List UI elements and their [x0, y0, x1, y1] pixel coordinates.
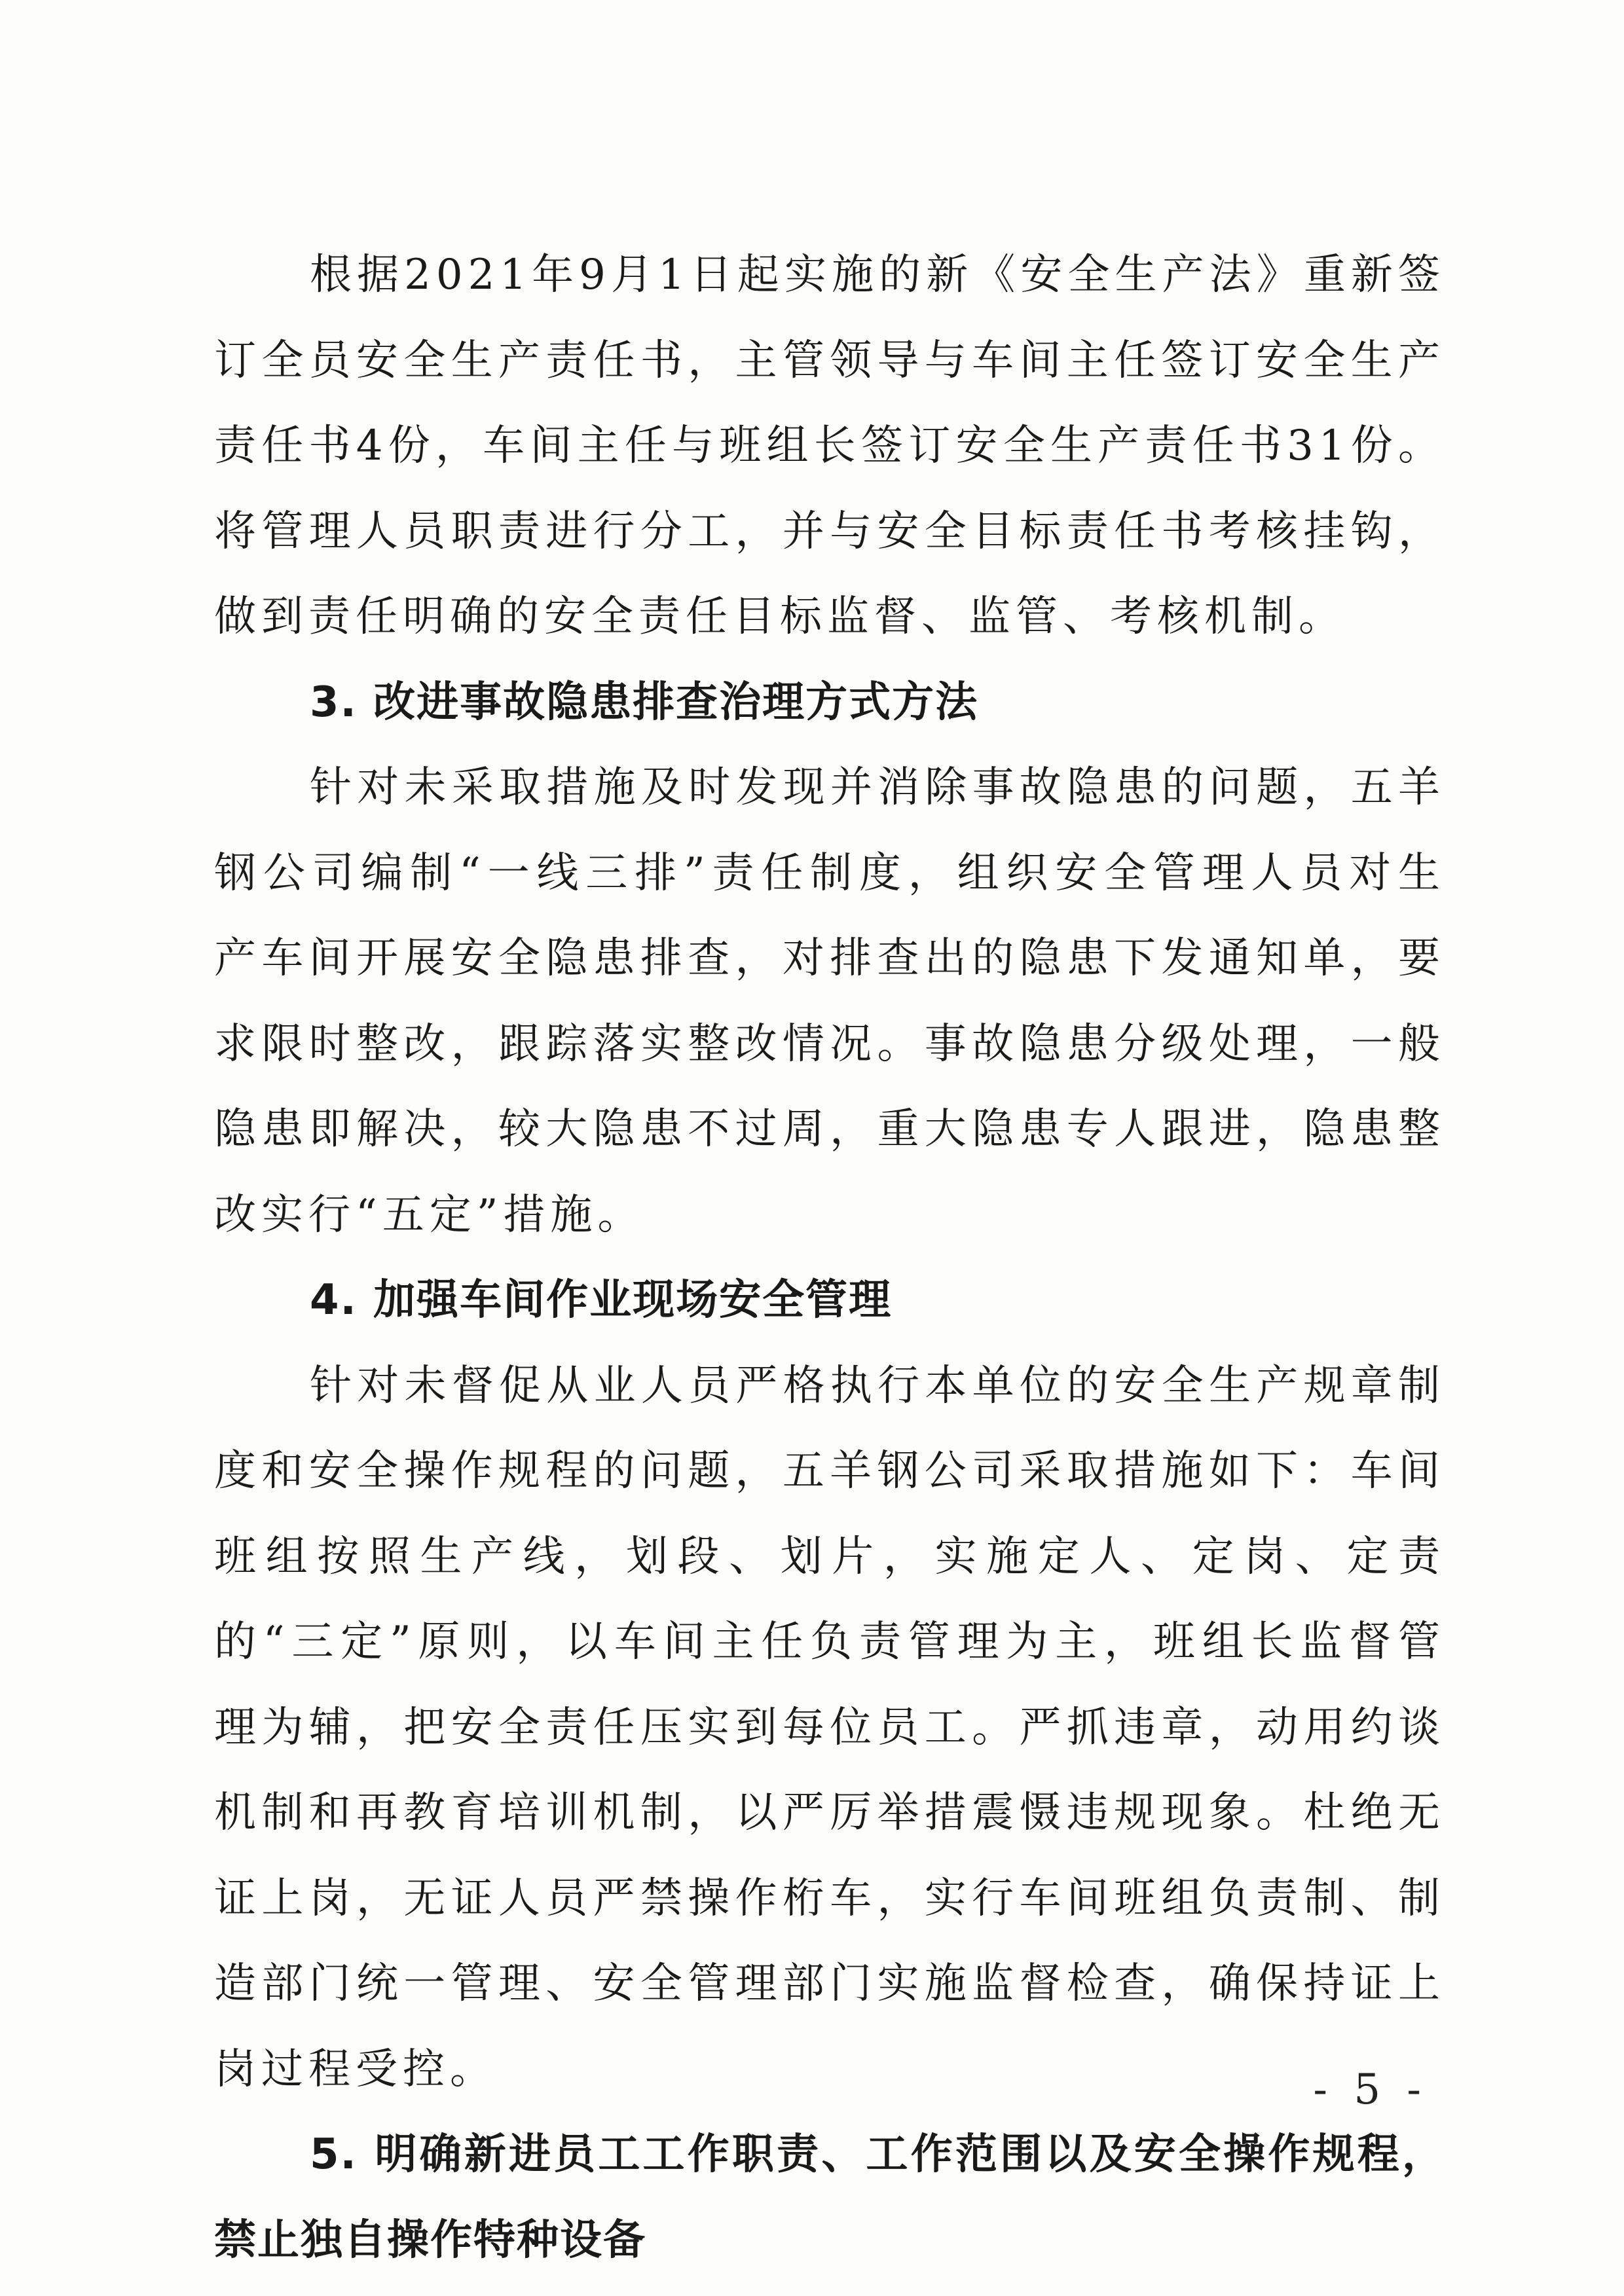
paragraph-responsibility: 根据2021年9月1日起实施的新《安全生产法》重新签订全员安全生产责任书，主管领导与车间主任签订安全生产责任书4份，车间主任与班组长签订安全生产责任书31份。将管理人员职责进行分工，并与安全目标责任书考核挂钩，做到责任明确的安全责任目标监督、监管、考核机制。 [214, 251, 1445, 641]
section-heading-4: 4. 加强车间作业现场安全管理 [310, 1276, 893, 1324]
page-number: - 5 - [1313, 2066, 1428, 2114]
section-heading-3: 3. 改进事故隐患排查治理方式方法 [310, 678, 979, 727]
section-heading-5: 5. 明确新进员工工作职责、工作范围以及安全操作规程，禁止独自操作特种设备 [214, 2130, 1445, 2265]
document-body [214, 232, 1445, 2283]
paragraph-hazard-inspection: 针对未采取措施及时发现并消除事故隐患的问题，五羊钢公司编制“一线三排”责任制度，组织安全管理人员对生产车间开展安全隐患排查，对排查出的隐患下发通知单，要求限时整改，跟踪落实整改情况。事故隐患分级处理，一般隐患即解决，较大隐患不过周，重大隐患专人跟进，隐患整改实行“五定”措施。 [214, 763, 1445, 1239]
paragraph-workshop-safety: 针对未督促从业人员严格执行本单位的安全生产规章制度和安全操作规程的问题，五羊钢公司采取措施如下：车间班组按照生产线，划段、划片，实施定人、定岗、定责的“三定”原则，以车间主任负责管理为主，班组长监督管理为辅，把安全责任压实到每位员工。严抓违章，动用约谈机制和再教育培训机制，以严厉举措震慑违规现象。杜绝无证上岗，无证人员严禁操作桁车，实行车间班组负责制、制造部门统一管理、安全管理部门实施监督检查，确保持证上岗过程受控。 [214, 1361, 1445, 2094]
